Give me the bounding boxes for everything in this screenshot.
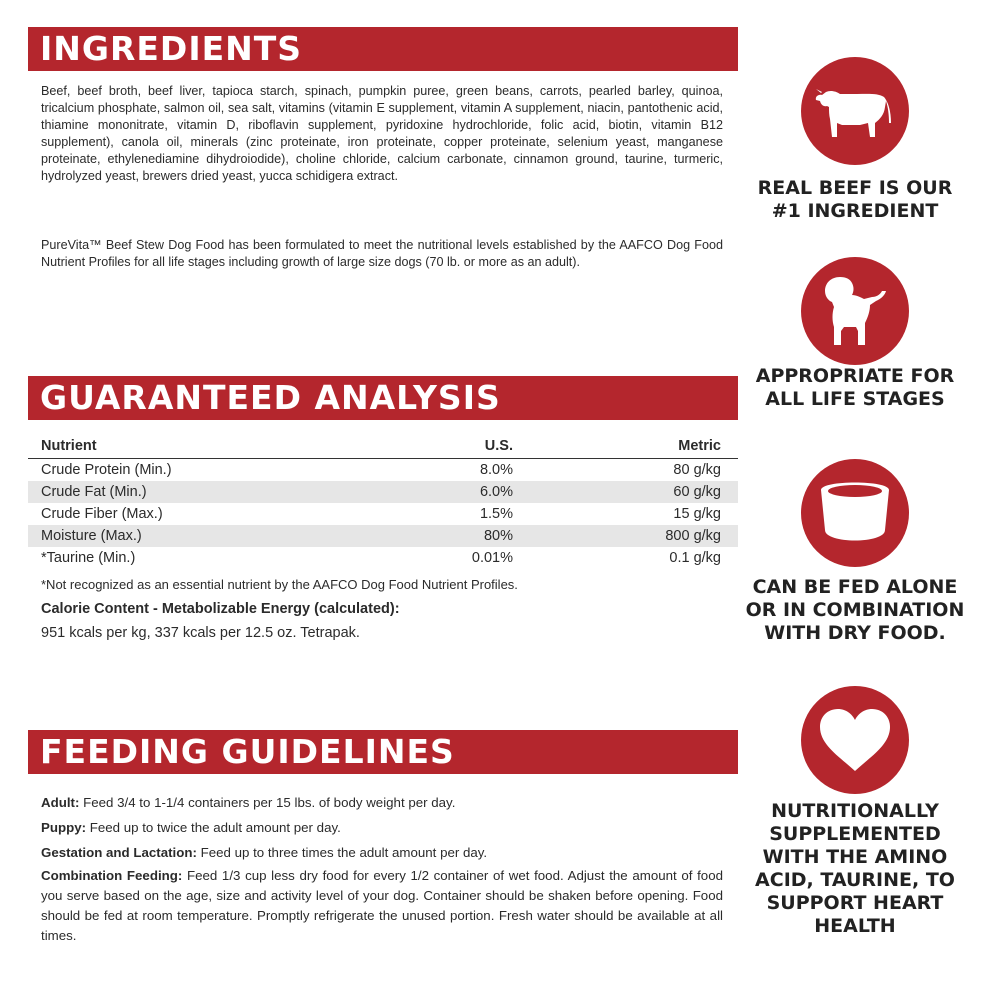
- taurine-footnote: *Not recognized as an essential nutrient by the AAFCO Dog Food Nutrient Profiles.: [41, 577, 518, 592]
- calorie-content-heading: Calorie Content - Metabolizable Energy (calculated):: [41, 601, 400, 617]
- table-row: [28, 459, 738, 482]
- table-row: [28, 525, 738, 547]
- feeding-combination-text: Feed 1/3 cup less dry food for every 1/2 container of wet food. Adjust the amount of food you serve based on the age, size and activity level of your dog. Container should be shaken before opening. Food should be fed at room temperature. Promptly refrigerate the unused portion. Fresh water should be available at all times.: [41, 868, 723, 943]
- ingredients-heading: INGREDIENTS: [28, 27, 738, 71]
- nutrient-column-header: Nutrient: [41, 437, 97, 454]
- metric-column-header: Metric: [678, 437, 721, 454]
- real-beef-claim: REAL BEEF IS OUR #1 INGREDIENT: [757, 177, 953, 222]
- fed-alone-claim: CAN BE FED ALONE OR IN COMBINATION WITH DRY FOOD.: [745, 576, 965, 644]
- feeding-adult: [41, 793, 723, 813]
- cow-badge: [801, 57, 909, 165]
- ingredients-list: Beef, beef broth, beef liver, tapioca starch, spinach, pumpkin puree, green beans, carrots, pearled barley, quinoa, tricalcium phosphate, salmon oil, sea salt, vitamins (vitamin E supplement, vitamin A supplement, niacin, pantothenic acid, thiamine mononitrate, vitamin D, riboflavin supplement, pyridoxine hydrochloride, folic acid, biotin, vitamin B12 supplement), canola oil, minerals (zinc proteinate, iron proteinate, copper proteinate, selenium yeast, manganese proteinate, ethylenediamine dihydroiodide), choline chloride, calcium carbonate, cinnamon ground, taurine, turmeric, hydrolyzed yeast, brewers dried yeast, yucca schidigera extract.: [41, 84, 723, 183]
- feeding-puppy-text: Feed up to twice the adult amount per day.: [86, 820, 341, 835]
- nutrient-cell: Moisture (Max.): [28, 525, 381, 547]
- nutrient-cell: Crude Fat (Min.): [28, 481, 381, 503]
- feeding-adult-text: Feed 3/4 to 1-1/4 containers per 15 lbs. of body weight per day.: [79, 795, 456, 810]
- feeding-combination: [41, 866, 723, 946]
- feeding-puppy-label: Puppy:: [41, 820, 87, 835]
- nutrient-cell: Crude Protein (Min.): [41, 462, 172, 478]
- heart-health-claim: NUTRITIONALLY SUPPLEMENTED WITH THE AMINO ACID, TAURINE, TO SUPPORT HEART HEALTH: [755, 800, 955, 937]
- feeding-gestation-label: Gestation and Lactation:: [41, 845, 197, 860]
- bowl-icon: [815, 478, 895, 548]
- cow-icon: [812, 81, 898, 141]
- metric-value-cell: 80 g/kg: [673, 462, 721, 478]
- life-stages-claim: APPROPRIATE FOR ALL LIFE STAGES: [755, 365, 955, 410]
- table-row: [28, 503, 738, 525]
- feeding-gestation-text: Feed up to three times the adult amount per day.: [196, 845, 488, 860]
- nutrient-cell: *Taurine (Min.): [41, 550, 136, 566]
- table-row: [28, 547, 738, 569]
- heart-icon: [818, 707, 892, 773]
- feeding-adult-label: Adult:: [41, 795, 80, 810]
- metric-value-cell: 0.1 g/kg: [669, 550, 721, 566]
- puppy-icon: [820, 273, 890, 349]
- calorie-content-value: 951 kcals per kg, 337 kcals per 12.5 oz. Tetrapak.: [41, 625, 360, 641]
- metric-value-cell: 15 g/kg: [673, 506, 721, 522]
- feeding-combination-label: Combination Feeding:: [41, 868, 183, 883]
- us-column-header: U.S.: [484, 437, 513, 454]
- nutrient-cell: Crude Fiber (Max.): [41, 506, 163, 522]
- us-value-cell: 6.0%: [381, 481, 513, 503]
- us-value-cell: 8.0%: [479, 462, 513, 478]
- metric-value-cell: 800 g/kg: [513, 525, 738, 547]
- heart-badge: [801, 686, 909, 794]
- us-value-cell: 0.01%: [471, 550, 513, 566]
- metric-value-cell: 60 g/kg: [513, 481, 738, 503]
- puppy-badge: [801, 257, 909, 365]
- analysis-header-row: [28, 433, 738, 459]
- bowl-badge: [801, 459, 909, 567]
- guaranteed-analysis-heading: GUARANTEED ANALYSIS: [28, 376, 738, 420]
- feeding-gestation: [41, 843, 723, 863]
- us-value-cell: 80%: [381, 525, 513, 547]
- feeding-guidelines-heading: FEEDING GUIDELINES: [28, 730, 738, 774]
- aafco-statement: PureVita™ Beef Stew Dog Food has been formulated to meet the nutritional levels established by the AAFCO Dog Food Nutrient Profiles for all life stages including growth of large size dogs (70 lb. or more as an adult).: [41, 238, 723, 269]
- analysis-table: [28, 433, 738, 569]
- table-row: [28, 481, 738, 503]
- feeding-puppy: [41, 818, 723, 838]
- us-value-cell: 1.5%: [479, 506, 513, 522]
